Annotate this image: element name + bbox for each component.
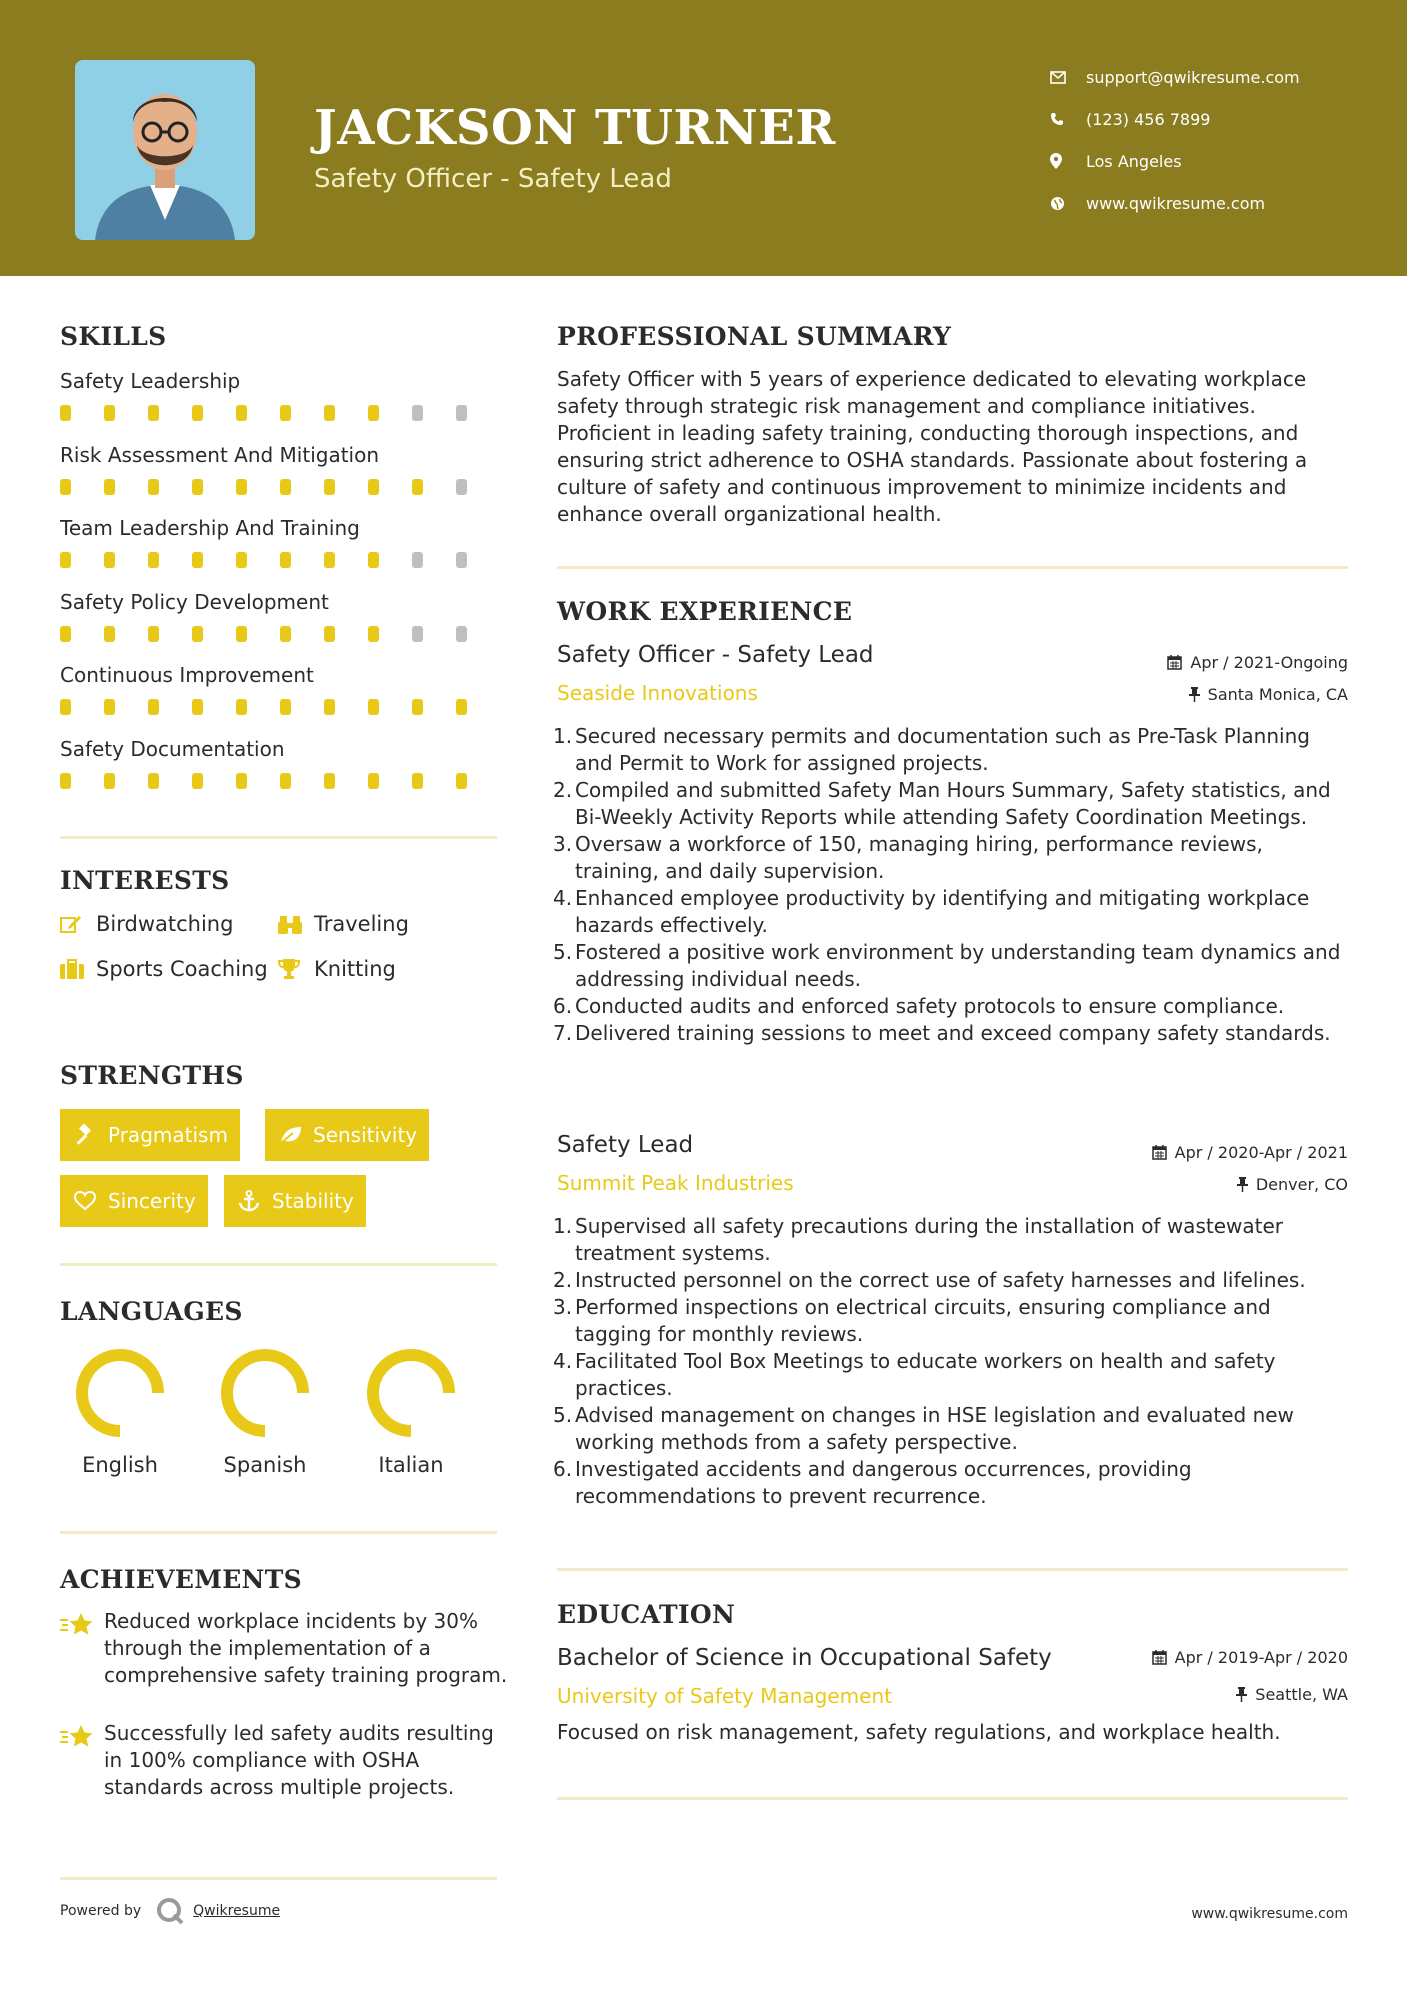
qwikresume-logo-icon [155, 1896, 185, 1926]
strength-tag [60, 1109, 240, 1161]
trophy-icon [278, 957, 314, 981]
responsibility-number: 6. [553, 994, 573, 1018]
rating-dot-filled [192, 405, 203, 421]
responsibility-text: Secured necessary permits and documentation such as Pre-Task Planning and Permit to Work for assigned projects. [575, 724, 1310, 775]
education-description: Focused on risk management, safety regulations, and workplace health. [557, 1720, 1281, 1744]
job-dates [1152, 1143, 1348, 1162]
rating-dot-empty [456, 479, 467, 495]
skills-list [60, 365, 500, 806]
strength-label: Stability [272, 1189, 354, 1213]
rating-dot-empty [412, 552, 423, 568]
interest-label: Sports Coaching [96, 957, 268, 981]
responsibility-text: Investigated accidents and dangerous occurrences, providing recommendations to prevent recurrence. [575, 1457, 1192, 1508]
contact-website[interactable] [1050, 182, 1380, 224]
summary-heading: PROFESSIONAL SUMMARY [557, 322, 952, 351]
rating-dot-filled [104, 699, 115, 715]
rating-dot-filled [368, 626, 379, 642]
rating-dot-filled [60, 626, 71, 642]
interest-item [60, 912, 233, 936]
rating-dot-filled [192, 552, 203, 568]
responsibility-item [553, 885, 1343, 939]
achievement-item [60, 1608, 510, 1689]
responsibility-number: 4. [553, 1349, 573, 1373]
responsibility-number: 3. [553, 832, 573, 856]
rating-dot-filled [148, 699, 159, 715]
responsibility-number: 6. [553, 1457, 573, 1481]
skill-item [60, 586, 500, 660]
rating-dot-filled [324, 479, 335, 495]
responsibility-item [553, 1456, 1343, 1510]
language-item [205, 1347, 325, 1477]
resume-header [0, 0, 1407, 276]
rating-dot-filled [280, 405, 291, 421]
responsibility-number: 2. [553, 1268, 573, 1292]
candidate-name: JACKSON TURNER [314, 100, 836, 156]
skill-item [60, 733, 500, 807]
education-location-text: Seattle, WA [1255, 1685, 1348, 1704]
rating-dot-filled [236, 699, 247, 715]
leaf-icon [279, 1124, 309, 1146]
calendar-icon [1167, 655, 1182, 670]
interest-label: Knitting [314, 957, 396, 981]
rating-dot-filled [456, 773, 467, 789]
language-item [351, 1347, 471, 1477]
star-icon [60, 1608, 104, 1689]
responsibility-text: Supervised all safety precautions during the installation of wastewater treatment systems. [575, 1214, 1283, 1265]
contact-list [1050, 56, 1380, 224]
skill-rating [60, 626, 500, 642]
rating-dot-filled [324, 773, 335, 789]
rating-dot-filled [148, 626, 159, 642]
job-title: Safety Officer - Safety Lead [557, 642, 874, 668]
star-icon [60, 1720, 104, 1801]
rating-dot-filled [368, 405, 379, 421]
responsibility-number: 1. [553, 1214, 573, 1238]
strength-tag [60, 1175, 208, 1227]
gavel-icon [74, 1124, 104, 1146]
skill-rating [60, 699, 500, 715]
education-dates [1152, 1648, 1348, 1667]
rating-dot-empty [412, 626, 423, 642]
responsibility-number: 1. [553, 724, 573, 748]
achievements-heading: ACHIEVEMENTS [60, 1565, 302, 1594]
language-gauge-arc [227, 1355, 303, 1431]
interest-label: Birdwatching [96, 912, 234, 936]
responsibility-text: Delivered training sessions to meet and exceed company safety standards. [575, 1021, 1331, 1045]
language-gauge [365, 1347, 457, 1439]
responsibility-item [553, 1213, 1343, 1267]
language-name: Italian [378, 1453, 444, 1477]
summary-text: Safety Officer with 5 years of experience dedicated to elevating workplace safety through strategic risk management and compliance initiatives. Proficient in leading safety training, conducting thorough inspections, and ensuring strict adherence to OSHA standards. Passionate about fostering a culture of safety and continuous improvement to minimize incidents and enhance overall organizational health. [557, 367, 1308, 526]
rating-dot-filled [368, 773, 379, 789]
language-gauge-arc [373, 1355, 449, 1431]
strength-label: Sensitivity [313, 1123, 418, 1147]
job-responsibilities [553, 723, 1343, 1047]
responsibility-number: 3. [553, 1295, 573, 1319]
responsibility-item [553, 831, 1343, 885]
rating-dot-filled [148, 773, 159, 789]
job-dates [1167, 653, 1348, 672]
responsibility-text: Fostered a positive work environment by understanding team dynamics and addressing individual needs. [575, 940, 1341, 991]
contact-phone-text: (123) 456 7899 [1086, 109, 1211, 129]
profile-photo [75, 60, 255, 240]
rating-dot-filled [104, 773, 115, 789]
skill-name: Safety Policy Development [60, 589, 329, 614]
responsibility-number: 7. [553, 1021, 573, 1045]
responsibility-text: Facilitated Tool Box Meetings to educate workers on health and safety practices. [575, 1349, 1276, 1400]
rating-dot-filled [104, 626, 115, 642]
responsibility-text: Oversaw a workforce of 150, managing hiring, performance reviews, training, and daily supervision. [575, 832, 1263, 883]
strengths-heading: STRENGTHS [60, 1061, 244, 1090]
rating-dot-filled [412, 773, 423, 789]
rating-dot-filled [280, 773, 291, 789]
education-heading: EDUCATION [557, 1600, 736, 1629]
interests-heading: INTERESTS [60, 866, 230, 895]
responsibility-item [553, 1402, 1343, 1456]
skill-rating [60, 552, 500, 568]
candidate-title: Safety Officer - Safety Lead [314, 164, 672, 194]
globe-icon [1050, 193, 1086, 213]
job-dates-text: Apr / 2020-Apr / 2021 [1174, 1143, 1348, 1162]
anchor-icon [238, 1190, 268, 1212]
binoculars-icon [278, 912, 314, 936]
skill-rating [60, 405, 500, 421]
rating-dot-filled [104, 479, 115, 495]
responsibility-text: Instructed personnel on the correct use of safety harnesses and lifelines. [575, 1268, 1306, 1292]
section-divider [557, 566, 1348, 569]
experience-heading: WORK EXPERIENCE [557, 597, 853, 626]
responsibility-text: Compiled and submitted Safety Man Hours Summary, Safety statistics, and Bi-Weekly Activity Reports while attending Safety Coordination Meetings. [575, 778, 1331, 829]
education-location [1236, 1685, 1348, 1704]
section-divider [557, 1797, 1348, 1800]
language-name: Spanish [223, 1453, 307, 1477]
pushpin-icon [1236, 1687, 1247, 1702]
skill-item [60, 512, 500, 586]
job-location [1189, 685, 1348, 704]
responsibility-text: Enhanced employee productivity by identifying and mitigating workplace hazards effectively. [575, 886, 1310, 937]
rating-dot-empty [456, 626, 467, 642]
contact-email[interactable] [1050, 56, 1380, 98]
responsibility-item [553, 993, 1343, 1020]
rating-dot-filled [280, 699, 291, 715]
rating-dot-empty [412, 405, 423, 421]
rating-dot-filled [280, 626, 291, 642]
rating-dot-filled [368, 552, 379, 568]
rating-dot-filled [192, 479, 203, 495]
interest-item [278, 912, 409, 936]
rating-dot-filled [148, 405, 159, 421]
skill-item [60, 659, 500, 733]
rating-dot-filled [192, 626, 203, 642]
contact-email-text: support@qwikresume.com [1086, 67, 1300, 87]
rating-dot-filled [148, 552, 159, 568]
pushpin-icon [1189, 687, 1200, 702]
education-school: University of Safety Management [557, 1684, 892, 1708]
skill-name: Continuous Improvement [60, 663, 314, 687]
responsibility-number: 2. [553, 778, 573, 802]
briefcase-icon [60, 957, 96, 981]
edit-icon [60, 912, 96, 936]
strength-tag [265, 1109, 429, 1161]
contact-location [1050, 140, 1380, 182]
brand-link[interactable]: Qwikresume [193, 1903, 281, 1919]
rating-dot-empty [456, 552, 467, 568]
rating-dot-filled [104, 405, 115, 421]
avatar-icon [75, 60, 255, 240]
job-company: Summit Peak Industries [557, 1171, 794, 1195]
rating-dot-filled [324, 626, 335, 642]
map-pin-icon [1050, 151, 1086, 171]
skill-item [60, 365, 500, 439]
achievement-text: Successfully led safety audits resulting in 100% compliance with OSHA standards across multiple projects. [104, 1721, 494, 1799]
languages-heading: LANGUAGES [60, 1297, 243, 1326]
strength-label: Sincerity [108, 1189, 196, 1213]
skill-name: Team Leadership And Training [60, 516, 360, 540]
skill-rating [60, 773, 500, 789]
rating-dot-filled [60, 773, 71, 789]
achievement-item [60, 1720, 510, 1801]
responsibility-item [553, 777, 1343, 831]
strength-label: Pragmatism [108, 1123, 228, 1147]
rating-dot-empty [456, 405, 467, 421]
section-divider [60, 1531, 497, 1534]
section-divider [60, 1877, 497, 1880]
rating-dot-filled [236, 552, 247, 568]
rating-dot-filled [60, 405, 71, 421]
footer-powered-by [60, 1896, 280, 1926]
responsibility-text: Conducted audits and enforced safety protocols to ensure compliance. [575, 994, 1285, 1018]
rating-dot-filled [412, 699, 423, 715]
language-gauge [74, 1347, 166, 1439]
rating-dot-filled [456, 699, 467, 715]
skill-name: Safety Leadership [60, 369, 241, 393]
contact-phone[interactable] [1050, 98, 1380, 140]
heart-icon [74, 1190, 104, 1212]
education-dates-text: Apr / 2019-Apr / 2020 [1174, 1648, 1348, 1667]
rating-dot-filled [412, 479, 423, 495]
rating-dot-filled [324, 699, 335, 715]
skill-name: Safety Documentation [60, 736, 285, 761]
job-title: Safety Lead [557, 1132, 694, 1158]
rating-dot-filled [236, 626, 247, 642]
contact-location-text: Los Angeles [1086, 151, 1182, 171]
language-gauge [219, 1347, 311, 1439]
education-degree: Bachelor of Science in Occupational Safety [557, 1645, 1052, 1671]
section-divider [60, 1263, 497, 1266]
powered-by-label: Powered by [60, 1903, 142, 1919]
job-location-text: Santa Monica, CA [1207, 685, 1348, 704]
rating-dot-filled [368, 699, 379, 715]
responsibility-number: 5. [553, 1403, 573, 1427]
job-location [1237, 1175, 1348, 1194]
responsibility-item [553, 1267, 1343, 1294]
rating-dot-filled [192, 699, 203, 715]
responsibility-item [553, 1294, 1343, 1348]
phone-icon [1050, 109, 1086, 129]
responsibility-number: 4. [553, 886, 573, 910]
responsibility-item [553, 723, 1343, 777]
section-divider [60, 836, 497, 839]
language-name: English [82, 1453, 158, 1477]
skill-rating [60, 479, 500, 495]
language-item [60, 1347, 180, 1477]
rating-dot-filled [280, 552, 291, 568]
skills-heading: SKILLS [60, 322, 167, 351]
rating-dot-filled [368, 479, 379, 495]
job-dates-text: Apr / 2021-Ongoing [1190, 653, 1348, 672]
calendar-icon [1152, 1650, 1167, 1665]
pushpin-icon [1237, 1177, 1248, 1192]
rating-dot-filled [60, 699, 71, 715]
skill-item [60, 439, 500, 513]
rating-dot-filled [236, 773, 247, 789]
rating-dot-filled [192, 773, 203, 789]
skill-name: Risk Assessment And Mitigation [60, 442, 380, 467]
section-divider [557, 1568, 1348, 1571]
rating-dot-filled [236, 405, 247, 421]
rating-dot-filled [236, 479, 247, 495]
responsibility-text: Performed inspections on electrical circuits, ensuring compliance and tagging for monthly reviews. [575, 1295, 1271, 1346]
responsibility-number: 5. [553, 940, 573, 964]
calendar-icon [1152, 1145, 1167, 1160]
footer-url[interactable]: www.qwikresume.com [1191, 1906, 1348, 1922]
contact-website-text: www.qwikresume.com [1086, 193, 1266, 213]
strength-tag [224, 1175, 366, 1227]
rating-dot-filled [60, 479, 71, 495]
job-responsibilities [553, 1213, 1343, 1510]
responsibility-text: Advised management on changes in HSE legislation and evaluated new working methods from a safety perspective. [575, 1403, 1294, 1454]
rating-dot-filled [104, 552, 115, 568]
rating-dot-filled [60, 552, 71, 568]
job-location-text: Denver, CO [1255, 1175, 1348, 1194]
responsibility-item [553, 939, 1343, 993]
interest-item [278, 957, 396, 981]
responsibility-item [553, 1020, 1343, 1047]
achievement-text: Reduced workplace incidents by 30% through the implementation of a comprehensive safety training program. [104, 1609, 508, 1687]
interest-item [60, 957, 268, 981]
rating-dot-filled [324, 405, 335, 421]
job-company: Seaside Innovations [557, 681, 758, 705]
language-gauge-arc [82, 1355, 158, 1431]
responsibility-item [553, 1348, 1343, 1402]
interest-label: Traveling [314, 912, 409, 936]
rating-dot-filled [280, 479, 291, 495]
rating-dot-filled [148, 479, 159, 495]
rating-dot-filled [324, 552, 335, 568]
envelope-icon [1050, 67, 1086, 87]
